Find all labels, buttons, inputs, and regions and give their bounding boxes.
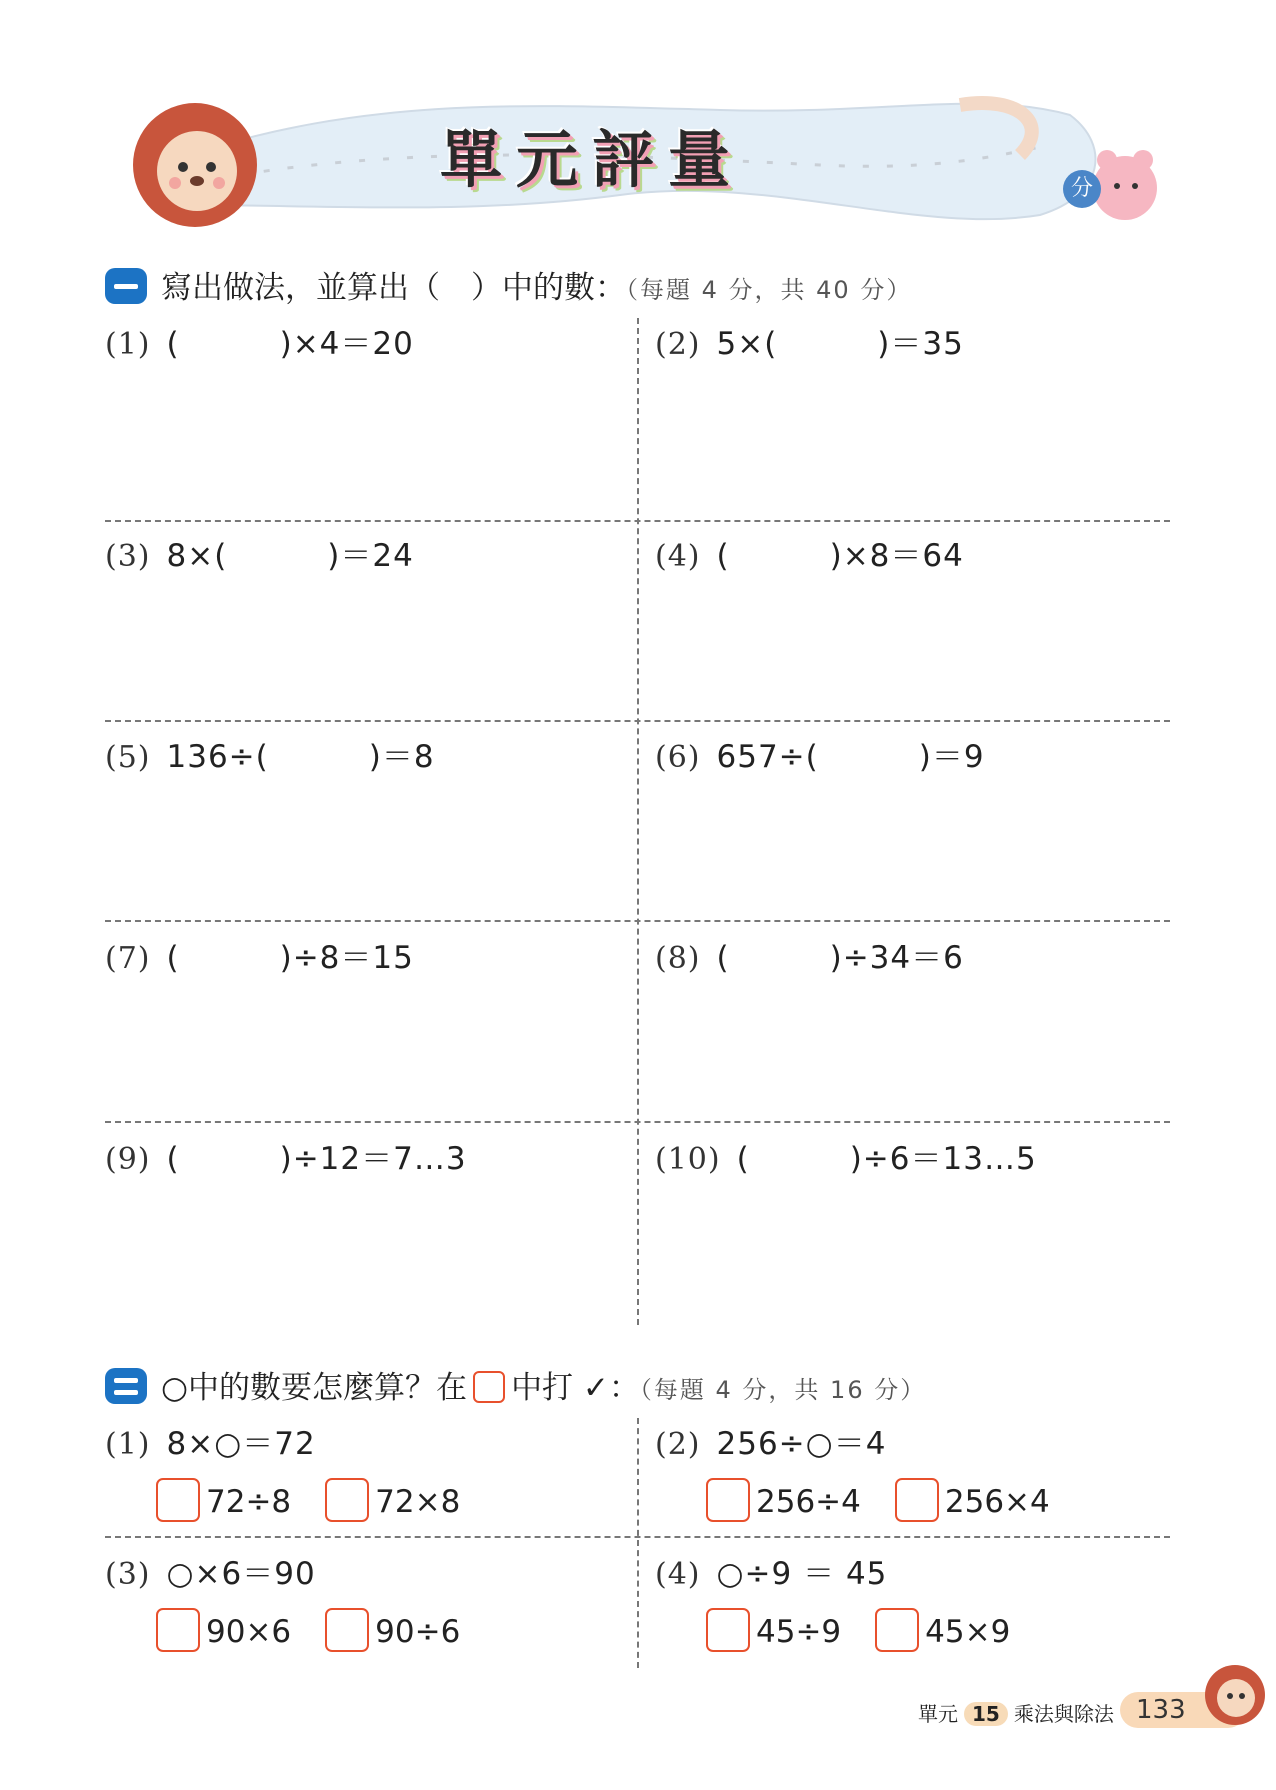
section1-heading-text: 寫出做法，並算出（ ）中的數： <box>161 270 626 306</box>
choice-problem-4: (4) ○÷9 ＝ 45 <box>655 1556 888 1592</box>
option-row: 45÷9 45×9 <box>706 1608 1010 1652</box>
problem-4: (4) ( )×8＝64 <box>655 538 964 574</box>
checkbox[interactable] <box>325 1608 369 1652</box>
problem-7: (7) ( )÷8＝15 <box>105 940 414 976</box>
problem-1: (1) ( )×4＝20 <box>105 326 414 362</box>
problem-6: (6) 657÷( )＝9 <box>655 739 985 775</box>
choice-problem-1: (1) 8×○＝72 <box>105 1426 316 1462</box>
choice-problem-3: (3) ○×6＝90 <box>105 1556 316 1592</box>
checkbox[interactable] <box>875 1608 919 1652</box>
problem-9: (9) ( )÷12＝7…3 <box>105 1141 467 1177</box>
section-number-one-icon <box>105 268 147 304</box>
lion-mascot-icon <box>1200 1660 1270 1730</box>
row-divider <box>105 720 1170 722</box>
option-row: 256÷4 256×4 <box>706 1478 1050 1522</box>
section2-score-note: （每題 4 分，共 16 分） <box>639 1376 927 1404</box>
score-badge: 分 <box>1063 170 1101 208</box>
checkbox-example-icon <box>473 1371 505 1403</box>
row-divider <box>105 1121 1170 1123</box>
column-divider <box>637 318 639 1325</box>
problem-10: (10) ( )÷6＝13…5 <box>655 1141 1037 1177</box>
choice-problem-2: (2) 256÷○＝4 <box>655 1426 887 1462</box>
footer-unit: 單元 15 乘法與除法 <box>918 1702 1114 1726</box>
row-divider <box>105 520 1170 522</box>
checkbox[interactable] <box>706 1608 750 1652</box>
problem-8: (8) ( )÷34＝6 <box>655 940 964 976</box>
section2-heading <box>105 1362 926 1407</box>
checkbox[interactable] <box>325 1478 369 1522</box>
row-divider <box>105 920 1170 922</box>
lion-mascot-icon <box>125 95 265 235</box>
section1-score-note: （每題 4 分，共 40 分） <box>626 276 913 304</box>
banner-title: 單元評量 <box>440 123 745 196</box>
option-row: 72÷8 72×8 <box>156 1478 460 1522</box>
problem-3: (3) 8×( )＝24 <box>105 538 414 574</box>
column-divider <box>637 1418 639 1668</box>
checkbox[interactable] <box>156 1608 200 1652</box>
checkbox[interactable] <box>706 1478 750 1522</box>
problem-2: (2) 5×( )＝35 <box>655 326 964 362</box>
checkbox[interactable] <box>156 1478 200 1522</box>
section1-heading <box>105 262 912 307</box>
section-number-two-icon <box>105 1368 147 1404</box>
checkbox[interactable] <box>895 1478 939 1522</box>
row-divider <box>105 1536 1170 1538</box>
option-row: 90×6 90÷6 <box>156 1608 460 1652</box>
page-number: 133 <box>1120 1692 1246 1728</box>
section2-heading-text-a: ○中的數要怎麼算？在 <box>161 1370 468 1406</box>
problem-5: (5) 136÷( )＝8 <box>105 739 435 775</box>
section2-heading-text-b: 中打 ✓： <box>511 1370 640 1406</box>
